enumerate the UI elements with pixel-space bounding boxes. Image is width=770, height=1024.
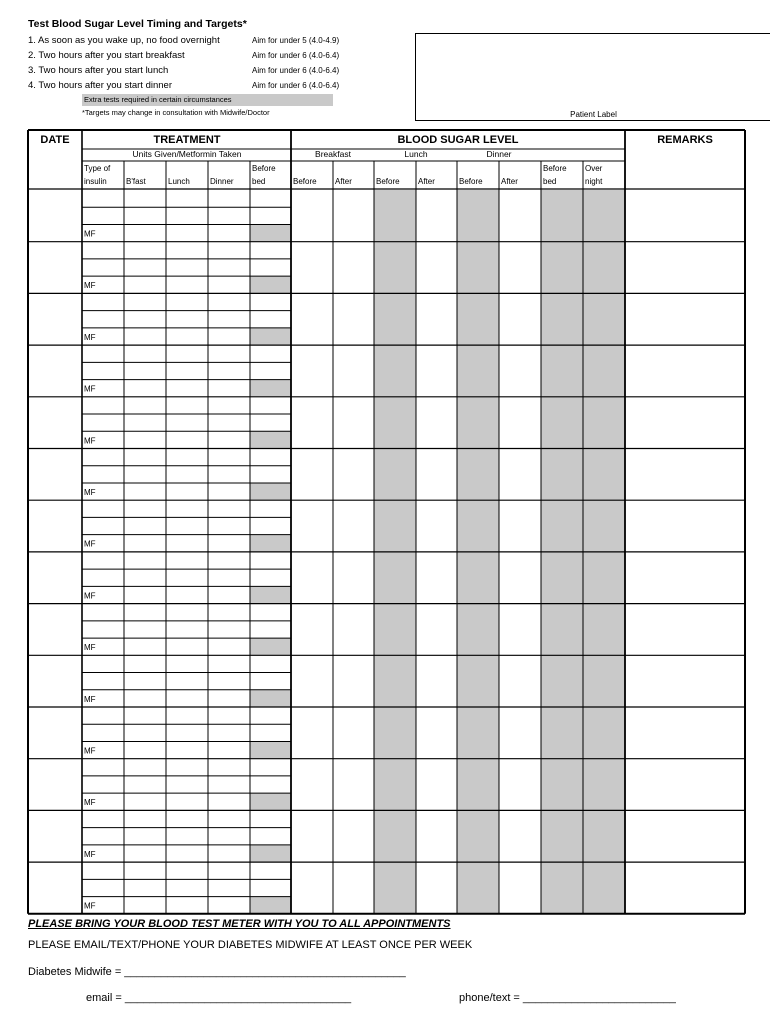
phone-text-field[interactable]: phone/text = _________________________ bbox=[459, 992, 676, 1004]
meal-dinner: Dinner bbox=[486, 149, 512, 159]
type-of-insulin-label: insulin bbox=[84, 177, 107, 186]
treatment-col-label: Lunch bbox=[168, 177, 190, 186]
aim-target-2: Aim for under 6 (4.0-6.4) bbox=[252, 51, 340, 60]
header-treatment: TREATMENT bbox=[153, 134, 221, 146]
patient-label-box[interactable] bbox=[415, 33, 770, 121]
mf-label: MF bbox=[84, 229, 96, 239]
treatment-col-label: B'fast bbox=[126, 177, 146, 186]
mf-label: MF bbox=[84, 487, 96, 497]
shaded-cell-before-bed-mf bbox=[250, 741, 291, 758]
shaded-cell-before-bed-mf bbox=[250, 483, 291, 500]
page-title: Test Blood Sugar Level Timing and Targets* bbox=[28, 18, 247, 30]
shaded-cell-before-bed-mf bbox=[250, 328, 291, 345]
blood-sugar-col-label: Before bbox=[376, 177, 400, 186]
shaded-cell-before-bed-mf bbox=[250, 586, 291, 603]
blood-sugar-col-label: Before bbox=[459, 177, 483, 186]
extra-tests-note: Extra tests required in certain circumstances bbox=[82, 94, 333, 106]
overnight-label: night bbox=[585, 177, 603, 186]
units-given-label: Units Given/Metformin Taken bbox=[132, 149, 242, 159]
mf-label: MF bbox=[84, 281, 96, 291]
shaded-cell-before-bed-mf bbox=[250, 535, 291, 552]
mf-label: MF bbox=[84, 436, 96, 446]
test-timing-2: 2. Two hours after you start breakfast bbox=[28, 50, 185, 61]
mf-label: MF bbox=[84, 798, 96, 808]
bs-before-bed-label: bed bbox=[543, 177, 557, 186]
mf-label: MF bbox=[84, 643, 96, 653]
email-field[interactable]: email = _____________________________________ bbox=[86, 992, 352, 1004]
bring-meter-notice: PLEASE BRING YOUR BLOOD TEST METER WITH YOU TO ALL APPOINTMENTS bbox=[28, 918, 451, 930]
blood-sugar-col-label: After bbox=[335, 177, 352, 186]
test-timing-1: 1. As soon as you wake up, no food overnight bbox=[28, 35, 220, 46]
shaded-cell-before-bed-mf bbox=[250, 380, 291, 397]
targets-note: *Targets may change in consultation with Midwife/Doctor bbox=[82, 108, 270, 117]
shaded-cell-before-bed-mf bbox=[250, 431, 291, 448]
meal-breakfast: Breakfast bbox=[315, 149, 351, 159]
before-bed-label: bed bbox=[252, 177, 266, 186]
mf-label: MF bbox=[84, 384, 96, 394]
before-bed-label: Before bbox=[252, 164, 276, 173]
treatment-col-label: Dinner bbox=[210, 177, 234, 186]
blood-sugar-log-table bbox=[27, 129, 747, 915]
overnight-label: Over bbox=[585, 164, 603, 173]
aim-target-1: Aim for under 5 (4.0-4.9) bbox=[252, 36, 340, 45]
diabetes-midwife-field[interactable]: Diabetes Midwife = ______________________________________________ bbox=[28, 966, 406, 978]
mf-label: MF bbox=[84, 901, 96, 911]
blood-sugar-col-label: After bbox=[418, 177, 435, 186]
contact-midwife-notice: PLEASE EMAIL/TEXT/PHONE YOUR DIABETES MIDWIFE AT LEAST ONCE PER WEEK bbox=[28, 939, 473, 951]
header-blood-sugar: BLOOD SUGAR LEVEL bbox=[397, 134, 519, 146]
blood-sugar-col-label: Before bbox=[293, 177, 317, 186]
mf-label: MF bbox=[84, 332, 96, 342]
shaded-cell-before-bed-mf bbox=[250, 897, 291, 914]
shaded-cell-before-bed-mf bbox=[250, 276, 291, 293]
type-of-insulin-label: Type of bbox=[84, 164, 111, 173]
blood-sugar-col-label: After bbox=[501, 177, 518, 186]
test-timing-3: 3. Two hours after you start lunch bbox=[28, 65, 169, 76]
mf-label: MF bbox=[84, 746, 96, 756]
shaded-cell-before-bed-mf bbox=[250, 224, 291, 241]
meal-lunch: Lunch bbox=[404, 149, 428, 159]
shaded-cell-before-bed-mf bbox=[250, 638, 291, 655]
mf-label: MF bbox=[84, 849, 96, 859]
aim-target-4: Aim for under 6 (4.0-6.4) bbox=[252, 81, 340, 90]
header-remarks: REMARKS bbox=[657, 134, 713, 146]
shaded-cell-before-bed-mf bbox=[250, 845, 291, 862]
shaded-cell-before-bed-mf bbox=[250, 793, 291, 810]
test-timing-4: 4. Two hours after you start dinner bbox=[28, 80, 172, 91]
mf-label: MF bbox=[84, 694, 96, 704]
mf-label: MF bbox=[84, 539, 96, 549]
shaded-cell-before-bed-mf bbox=[250, 690, 291, 707]
mf-label: MF bbox=[84, 591, 96, 601]
patient-label: Patient Label bbox=[570, 110, 617, 119]
aim-target-3: Aim for under 6 (4.0-6.4) bbox=[252, 66, 340, 75]
header-date: DATE bbox=[40, 134, 70, 146]
bs-before-bed-label: Before bbox=[543, 164, 567, 173]
